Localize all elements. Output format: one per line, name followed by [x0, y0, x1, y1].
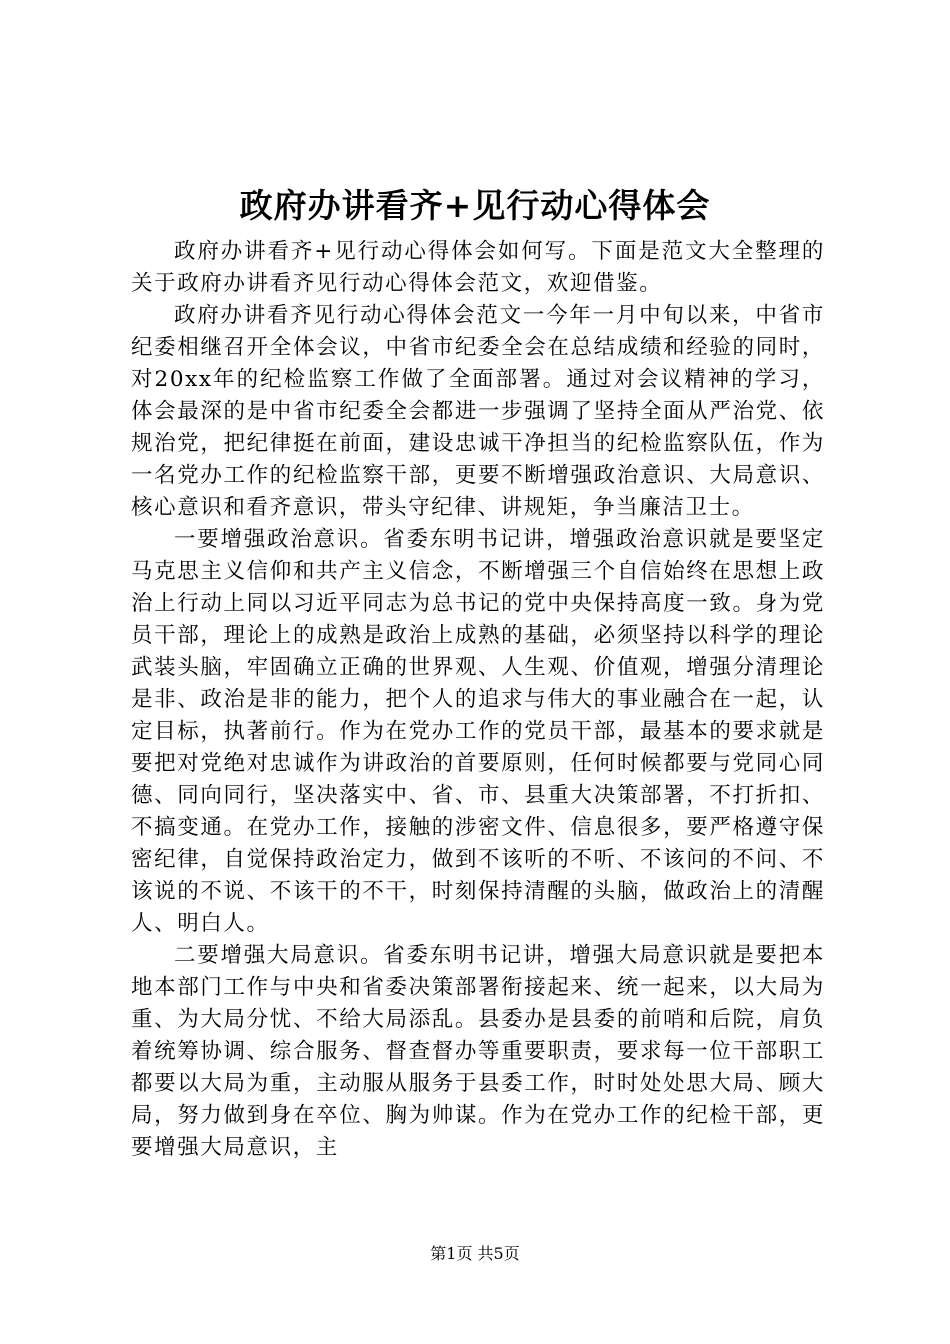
paragraph-overall-awareness: 二要增强大局意识。省委东明书记讲，增强大局意识就是要把本地本部门工作与中央和省委决策部署衔接起来、统一起来，以大局为重、为大局分忧、不给大局添乱。县委办是县委的前哨和后院，肩负着统筹协调、综合服务、督查督办等重要职责，要求每一位干部职工都要以大局为重，主动服从服务于县委工作，时时处处思大局、顾大局，努力做到身在卒位、胸为帅谋。作为在党办工作的纪检干部，更要增强大局意识，主: [131, 943, 825, 1160]
page-number-footer: 第1页 共5页: [430, 1244, 520, 1263]
paragraph-overview: 政府办讲看齐见行动心得体会范文一今年一月中旬以来，中省市纪委相继召开全体会议，中省市纪委全会在总结成绩和经验的同时，对20xx年的纪检监察工作做了全面部署。通过对会议精神的学习，体会最深的是中省市纪委全会都进一步强调了坚持全面从严治党、依规治党，把纪律挺在前面，建设忠诚干净担当的纪检监察队伍，作为一名党办工作的纪检监察干部，更要不断增强政治意识、大局意识、核心意识和看齐意识，带头守纪律、讲规矩，争当廉洁卫士。: [131, 303, 825, 520]
paragraph-intro: 政府办讲看齐+见行动心得体会如何写。下面是范文大全整理的关于政府办讲看齐见行动心得体会范文，欢迎借鉴。: [131, 239, 825, 296]
paragraph-political-awareness: 一要增强政治意识。省委东明书记讲，增强政治意识就是要坚定马克思主义信仰和共产主义信念，不断增强三个自信始终在思想上政治上行动上同以习近平同志为总书记的党中央保持高度一致。身为党员干部，理论上的成熟是政治上成熟的基础，必须坚持以科学的理论武装头脑，牢固确立正确的世界观、人生观、价值观，增强分清理论是非、政治是非的能力，把个人的追求与伟大的事业融合在一起，认定目标，执著前行。作为在党办工作的党员干部，最基本的要求就是要把对党绝对忠诚作为讲政治的首要原则，任何时候都要与党同心同德、同向同行，坚决落实中、省、市、县重大决策部署，不打折扣、不搞变通。在党办工作，接触的涉密文件、信息很多，要严格遵守保密纪律，自觉保持政治定力，做到不该听的不听、不该问的不问、不该说的不说、不该干的不干，时刻保持清醒的头脑，做政治上的清醒人、明白人。: [131, 527, 825, 936]
document-title: 政府办讲看齐+见行动心得体会: [239, 186, 711, 225]
document-body: [131, 236, 825, 1164]
